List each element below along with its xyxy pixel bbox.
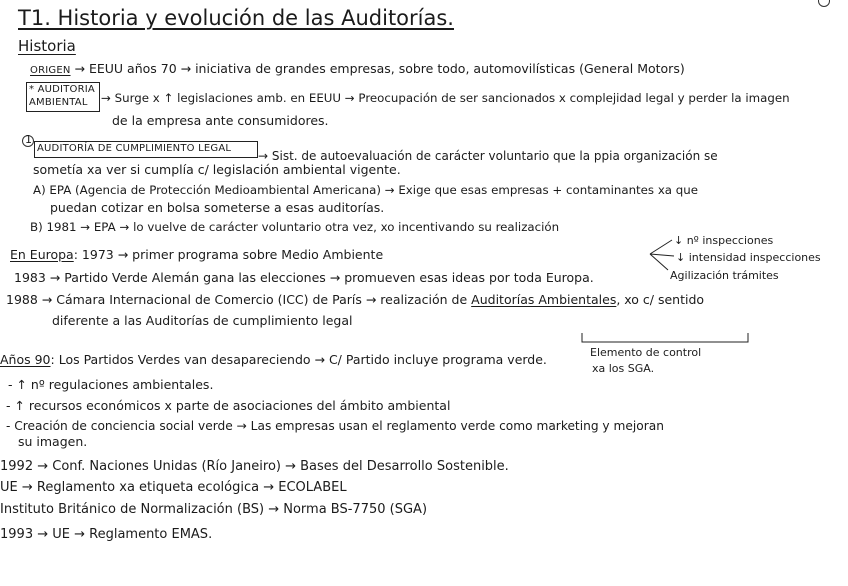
auditoria-ambiental-label-1: * AUDITORIA [29, 84, 95, 95]
section-heading: Historia [18, 37, 76, 55]
branch-item-2: ↓ intensidad inspecciones [676, 251, 821, 264]
cumplimiento-line-2: sometía xa ver si cumplía c/ legislación ambiental vigente. [33, 162, 401, 177]
anos90-text-1: : Los Partidos Verdes van desapareciendo → C/ Partido incluye programa verde. [50, 352, 547, 367]
auditoria-ambiental-line-2: de la empresa ante consumidores. [112, 113, 329, 128]
cumplimiento-b-line: B) 1981 → EPA → lo vuelve de carácter voluntario otra vez, xo incentivando su realización [30, 220, 560, 234]
europa-text-3: 1988 → Cámara Internacional de Comercio (ICC) de París → realización de [6, 292, 468, 307]
europa-text-3-end: , xo c/ sentido [616, 292, 705, 307]
europa-text-1: : 1973 → primer programa sobre Medio Ambiente [73, 247, 384, 262]
final-line-2: UE → Reglamento xa etiqueta ecológica → ECOLABEL [0, 480, 347, 495]
final-line-1: 1992 → Conf. Naciones Unidas (Río Janeiro) → Bases del Desarrollo Sostenible. [0, 459, 509, 474]
anos90-bullet-1: - ↑ nº regulaciones ambientales. [8, 377, 214, 392]
cumplimiento-a-line-2: puedan cotizar en bolsa someterse a esas auditorías. [50, 200, 385, 215]
cumplimiento-number: 1 [25, 133, 32, 146]
anos90-label: Años 90 [0, 352, 51, 367]
cumplimiento-a-line-1: A) EPA (Agencia de Protección Medioambiental Americana) → Exige que esas empresas + contaminantes xa que [33, 183, 699, 197]
anos90-bullet-3-line-2: su imagen. [18, 434, 88, 449]
elemento-line-1: Elemento de control [590, 346, 702, 359]
anos90-bullet-3-line-1: - Creación de conciencia social verde → Las empresas usan el reglamento verde como marketing y mejoran [6, 419, 664, 433]
anos90-bullet-2: - ↑ recursos económicos x parte de asociaciones del ámbito ambiental [6, 398, 451, 413]
page-title: T1. Historia y evolución de las Auditorías. [18, 6, 454, 30]
europa-label: En Europa [10, 247, 74, 262]
final-line-4: 1993 → UE → Reglamento EMAS. [0, 527, 213, 542]
auditorias-ambientales-term: Auditorías Ambientales [471, 292, 617, 307]
anos90-line-1 [0, 352, 547, 367]
cumplimiento-label: AUDITORÍA DE CUMPLIMIENTO LEGAL [37, 143, 232, 154]
auditoria-ambiental-label-2: AMBIENTAL [29, 97, 88, 108]
cumplimiento-line-1: → Sist. de autoevaluación de carácter voluntario que la ppia organización se [258, 149, 718, 163]
europa-line-4: diferente a las Auditorías de cumplimiento legal [52, 313, 353, 328]
branch-item-1: ↓ nº inspecciones [674, 234, 774, 247]
final-line-3: Instituto Británico de Normalización (BS) → Norma BS-7750 (SGA) [0, 502, 428, 517]
origen-text: → EEUU años 70 → iniciativa de grandes empresas, sobre todo, automovilísticas (General Motors) [74, 61, 685, 76]
origen-label: ORIGEN [30, 65, 71, 76]
elemento-line-2: xa los SGA. [592, 362, 655, 375]
europa-line-2: 1983 → Partido Verde Alemán gana las elecciones → promueven esas ideas por toda Europa. [14, 270, 594, 285]
auditoria-ambiental-line-1: → Surge x ↑ legislaciones amb. en EEUU → Preocupación de ser sancionados x complejidad legal y perder la imagen [101, 91, 790, 105]
branch-item-3: Agilización trámites [670, 269, 779, 282]
